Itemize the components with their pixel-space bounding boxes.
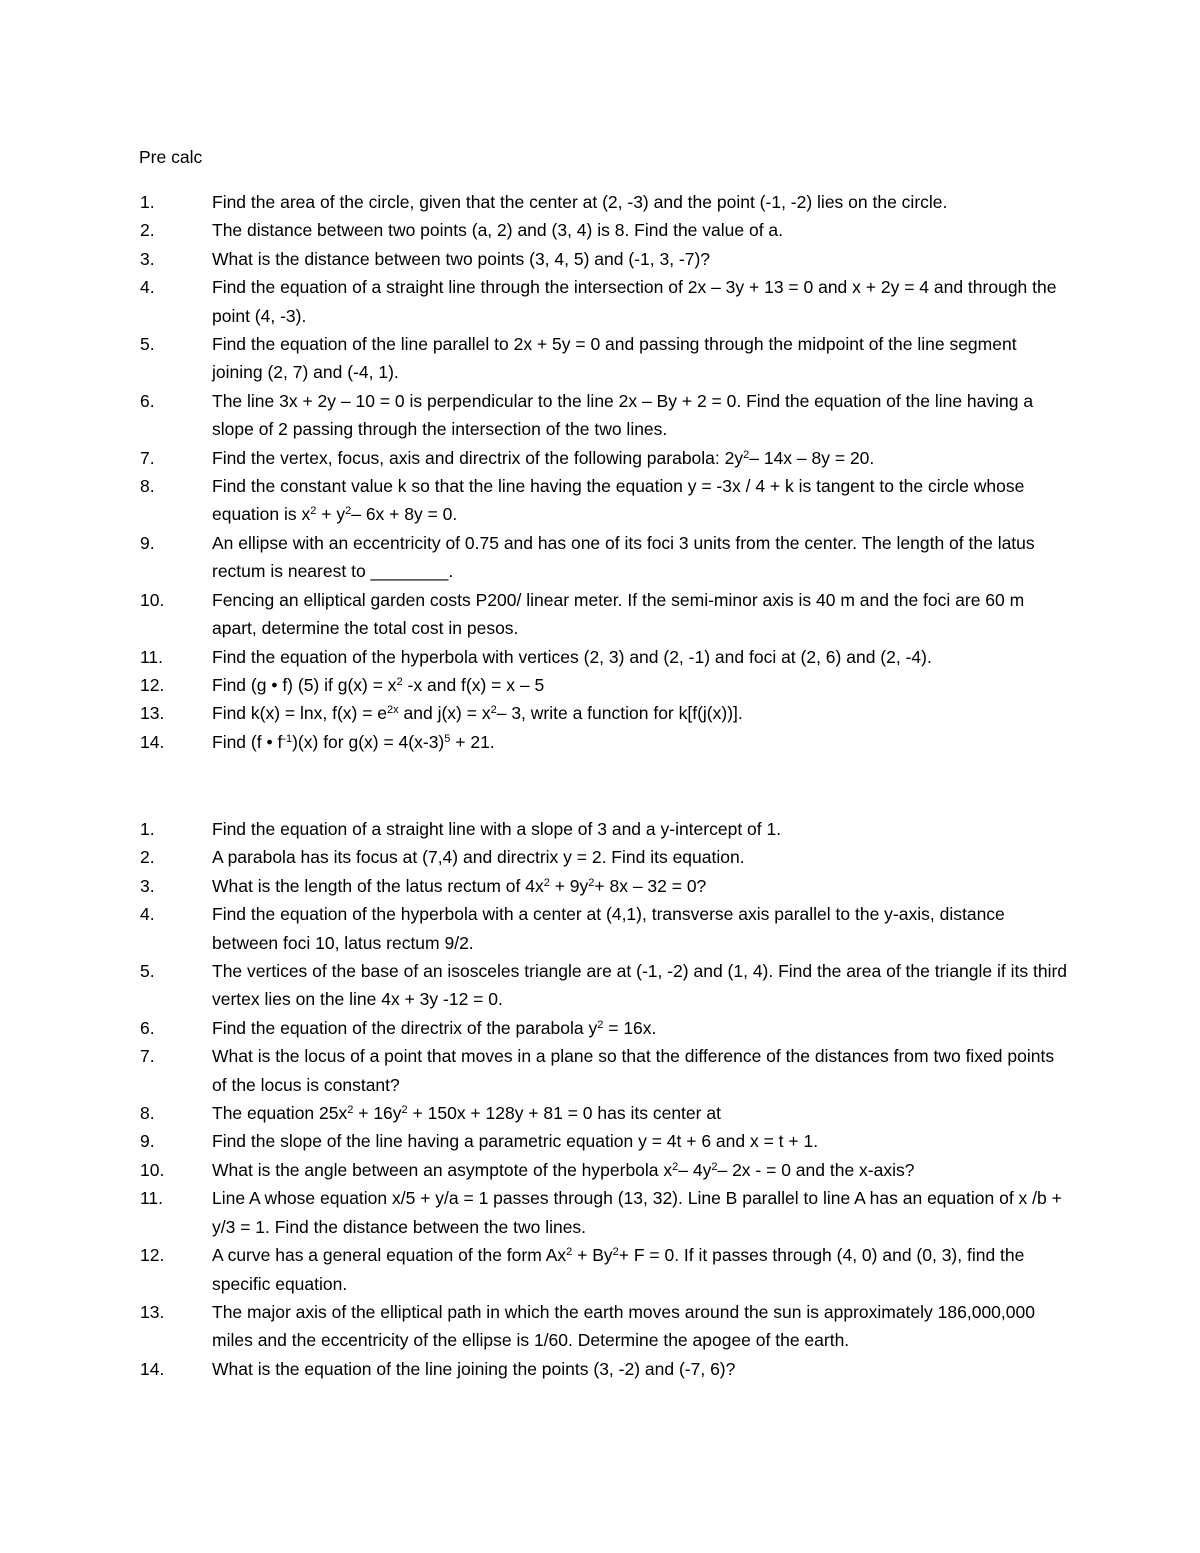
- question-number: 7.: [140, 447, 155, 468]
- question-item: [0, 872, 1072, 900]
- text-segment: Find the equation of the line parallel to 2x + 5y = 0 and passing through the midpoint of the line segment joining (2, 7) and (-4, 1).: [212, 334, 1017, 383]
- superscript: 2: [396, 675, 403, 688]
- question-text: [212, 815, 1072, 843]
- text-segment: What is the distance between two points (3, 4, 5) and (-1, 3, -7)?: [212, 248, 711, 269]
- text-segment: + F = 0. If it passes through (4, 0) and (0, 3), find the specific equation.: [212, 1245, 1025, 1294]
- question-text: [212, 586, 1072, 643]
- text-segment: The vertices of the base of an isosceles triangle are at (-1, -2) and (1, 4). Find the area of the triangle if its third vertex lies on the line 4x + 3y -12 = 0.: [212, 961, 1068, 1010]
- text-segment: Find (f • f: [212, 731, 283, 752]
- question-item: [0, 843, 1072, 871]
- question-number: 11.: [140, 1188, 164, 1209]
- text-segment: Fencing an elliptical garden costs P200/ linear meter. If the semi-minor axis is 40 m and the foci are 60 m apart, determine the total cost in pesos.: [212, 589, 1025, 639]
- text-segment: – 6x + 8y = 0.: [351, 504, 458, 525]
- superscript: 2: [345, 505, 352, 518]
- question-item: [0, 387, 1072, 444]
- question-number: 8.: [140, 1103, 155, 1124]
- question-text: [212, 900, 1072, 957]
- question-item: [0, 529, 1072, 586]
- question-text: [212, 1156, 1072, 1184]
- question-number: 9.: [140, 532, 155, 553]
- question-item: [0, 586, 1072, 643]
- text-segment: – 14x – 8y = 20.: [749, 447, 875, 468]
- question-item: [0, 216, 1072, 244]
- question-text: [212, 330, 1072, 387]
- question-number: 5.: [140, 961, 155, 982]
- superscript: 2: [566, 1246, 573, 1259]
- question-item: [0, 728, 1072, 756]
- question-text: [212, 671, 1072, 699]
- question-number: 4.: [140, 904, 155, 925]
- question-text: [212, 1014, 1072, 1042]
- text-segment: Find the equation of the directrix of the parabola y: [212, 1017, 598, 1038]
- text-segment: Find the vertex, focus, axis and directrix of the following parabola: 2y: [212, 447, 744, 468]
- text-segment: = 16x.: [603, 1017, 657, 1038]
- text-segment: – 4y: [678, 1159, 712, 1180]
- text-segment: + 150x + 128y + 81 = 0 has its center at: [407, 1103, 721, 1124]
- question-number: 11.: [140, 646, 164, 667]
- question-number: 1.: [140, 192, 155, 212]
- text-segment: What is the length of the latus rectum of 4x: [212, 875, 544, 896]
- question-number: 6.: [140, 1017, 155, 1038]
- question-text: [212, 188, 1072, 216]
- question-number: 10.: [140, 1159, 165, 1180]
- question-number: 3.: [140, 875, 155, 896]
- question-item: [0, 815, 1072, 843]
- question-text: [212, 273, 1072, 330]
- question-number: 2.: [140, 847, 155, 868]
- question-number: 14.: [140, 731, 165, 752]
- question-number: 8.: [140, 476, 155, 497]
- question-number: 3.: [140, 248, 155, 269]
- text-segment: A parabola has its focus at (7,4) and directrix y = 2. Find its equation.: [212, 847, 745, 868]
- superscript: 2: [672, 1160, 679, 1173]
- question-list-1: [0, 188, 1200, 756]
- question-number: 7.: [140, 1046, 155, 1067]
- question-item: [0, 699, 1072, 727]
- text-segment: Find the area of the circle, given that the center at (2, -3) and the point (-1, -2) lies on the circle.: [212, 192, 948, 212]
- question-number: 9.: [140, 1131, 155, 1152]
- question-number: 12.: [140, 1245, 165, 1266]
- question-text: [212, 872, 1072, 900]
- text-segment: The line 3x + 2y – 10 = 0 is perpendicular to the line 2x – By + 2 = 0. Find the equation of the line having a slope of 2 passing through the intersection of the two lines.: [212, 390, 1034, 440]
- text-segment: + 8x – 32 = 0?: [594, 875, 707, 896]
- question-item: [0, 900, 1072, 957]
- question-text: [212, 1241, 1072, 1298]
- question-text: [212, 387, 1072, 444]
- superscript: 2: [612, 1246, 619, 1259]
- superscript: 2: [588, 876, 595, 889]
- question-item: [0, 643, 1072, 671]
- question-number: 6.: [140, 390, 155, 411]
- page-title: Pre calc: [139, 147, 203, 167]
- text-segment: Find the equation of a straight line with a slope of 3 and a y-intercept of 1.: [212, 819, 782, 839]
- superscript: 2: [347, 1104, 354, 1117]
- text-segment: )(x) for g(x) = 4(x-3): [292, 731, 445, 752]
- text-segment: The major axis of the elliptical path in which the earth moves around the sun is approximately 186,000,000 miles and the eccentricity of the ellipse is 1/60. Determine the apogee of the earth.: [212, 1301, 1035, 1351]
- question-item: [0, 472, 1072, 529]
- question-text: [212, 1355, 1072, 1383]
- question-number: 14.: [140, 1358, 165, 1379]
- text-segment: -x and f(x) = x – 5: [402, 674, 545, 695]
- question-text: [212, 1099, 1072, 1127]
- text-segment: An ellipse with an eccentricity of 0.75 and has one of its foci 3 units from the center. The length of the latus rectum is nearest to ________.: [212, 532, 1035, 582]
- text-segment: Find the equation of the hyperbola with a center at (4,1), transverse axis parallel to the y-axis, distance between foci 10, latus rectum 9/2.: [212, 904, 1005, 953]
- question-number: 13.: [140, 1301, 165, 1322]
- question-text: [212, 1042, 1072, 1099]
- question-item: [0, 444, 1072, 472]
- text-segment: + y: [316, 504, 346, 525]
- question-item: [0, 188, 1072, 216]
- superscript: 2: [743, 448, 750, 461]
- question-number: 10.: [140, 589, 165, 610]
- question-item: [0, 273, 1072, 330]
- question-item: [0, 1355, 1072, 1383]
- question-item: [0, 1099, 1072, 1127]
- text-segment: + By: [572, 1245, 613, 1266]
- question-text: [212, 529, 1072, 586]
- question-item: [0, 1184, 1072, 1241]
- question-item: [0, 1127, 1072, 1155]
- text-segment: – 3, write a function for k[f(j(x))].: [496, 703, 743, 724]
- question-number: 13.: [140, 703, 165, 724]
- question-number: 4.: [140, 277, 155, 298]
- text-segment: What is the locus of a point that moves in a plane so that the difference of the distances from two fixed points of the locus is constant?: [212, 1046, 1055, 1095]
- superscript: 2: [310, 505, 317, 518]
- question-item: [0, 330, 1072, 387]
- text-segment: Find the slope of the line having a parametric equation y = 4t + 6 and x = t + 1.: [212, 1131, 819, 1152]
- question-text: [212, 245, 1072, 273]
- question-item: [0, 1298, 1072, 1355]
- text-segment: Find the equation of a straight line through the intersection of 2x – 3y + 13 = 0 and x + 2y = 4 and through the point (4, -3).: [212, 277, 1057, 326]
- superscript: 2: [597, 1018, 604, 1031]
- question-text: [212, 216, 1072, 244]
- question-item: [0, 1042, 1072, 1099]
- text-segment: Line A whose equation x/5 + y/a = 1 passes through (13, 32). Line B parallel to line A has an equation of x /b + y/3 = 1. Find the distance between the two lines.: [212, 1188, 1062, 1237]
- text-segment: + 16y: [353, 1103, 402, 1124]
- question-item: [0, 245, 1072, 273]
- question-text: [212, 1184, 1072, 1241]
- superscript: 2x: [387, 704, 399, 717]
- text-segment: What is the angle between an asymptote of the hyperbola x: [212, 1159, 673, 1180]
- question-text: [212, 472, 1072, 529]
- superscript: 2: [711, 1160, 718, 1173]
- superscript: 2: [401, 1104, 408, 1117]
- superscript: 5: [444, 732, 451, 745]
- text-segment: + 21.: [450, 731, 495, 752]
- question-number: 2.: [140, 220, 155, 241]
- question-text: [212, 957, 1072, 1014]
- question-text: [212, 843, 1072, 871]
- question-item: [0, 1241, 1072, 1298]
- superscript: 2: [543, 876, 550, 889]
- superscript: 2: [490, 704, 497, 717]
- question-number: 1.: [140, 819, 155, 839]
- question-text: [212, 1298, 1072, 1355]
- question-item: [0, 1014, 1072, 1042]
- question-text: [212, 1127, 1072, 1155]
- superscript: -1: [282, 732, 293, 745]
- question-list-2: [0, 815, 1200, 1383]
- text-segment: The distance between two points (a, 2) and (3, 4) is 8. Find the value of a.: [212, 220, 784, 241]
- text-segment: Find k(x) = lnx, f(x) = e: [212, 703, 388, 724]
- question-item: [0, 1156, 1072, 1184]
- question-number: 12.: [140, 674, 165, 695]
- text-segment: Find the constant value k so that the line having the equation y = -3x / 4 + k is tangent to the circle whose equation is x: [212, 476, 1025, 525]
- question-text: [212, 444, 1072, 472]
- text-segment: What is the equation of the line joining the points (3, -2) and (-7, 6)?: [212, 1358, 736, 1379]
- text-segment: and j(x) = x: [398, 703, 491, 724]
- text-segment: Find (g • f) (5) if g(x) = x: [212, 674, 397, 695]
- question-number: 5.: [140, 334, 155, 355]
- question-text: [212, 643, 1072, 671]
- question-text: [212, 699, 1072, 727]
- text-segment: – 2x - = 0 and the x-axis?: [717, 1159, 915, 1180]
- text-segment: The equation 25x: [212, 1103, 348, 1124]
- question-item: [0, 671, 1072, 699]
- text-segment: A curve has a general equation of the form Ax: [212, 1245, 567, 1266]
- question-text: [212, 728, 1072, 756]
- question-item: [0, 957, 1072, 1014]
- text-segment: + 9y: [549, 875, 589, 896]
- text-segment: Find the equation of the hyperbola with vertices (2, 3) and (2, -1) and foci at (2, 6) and (2, -4).: [212, 646, 932, 667]
